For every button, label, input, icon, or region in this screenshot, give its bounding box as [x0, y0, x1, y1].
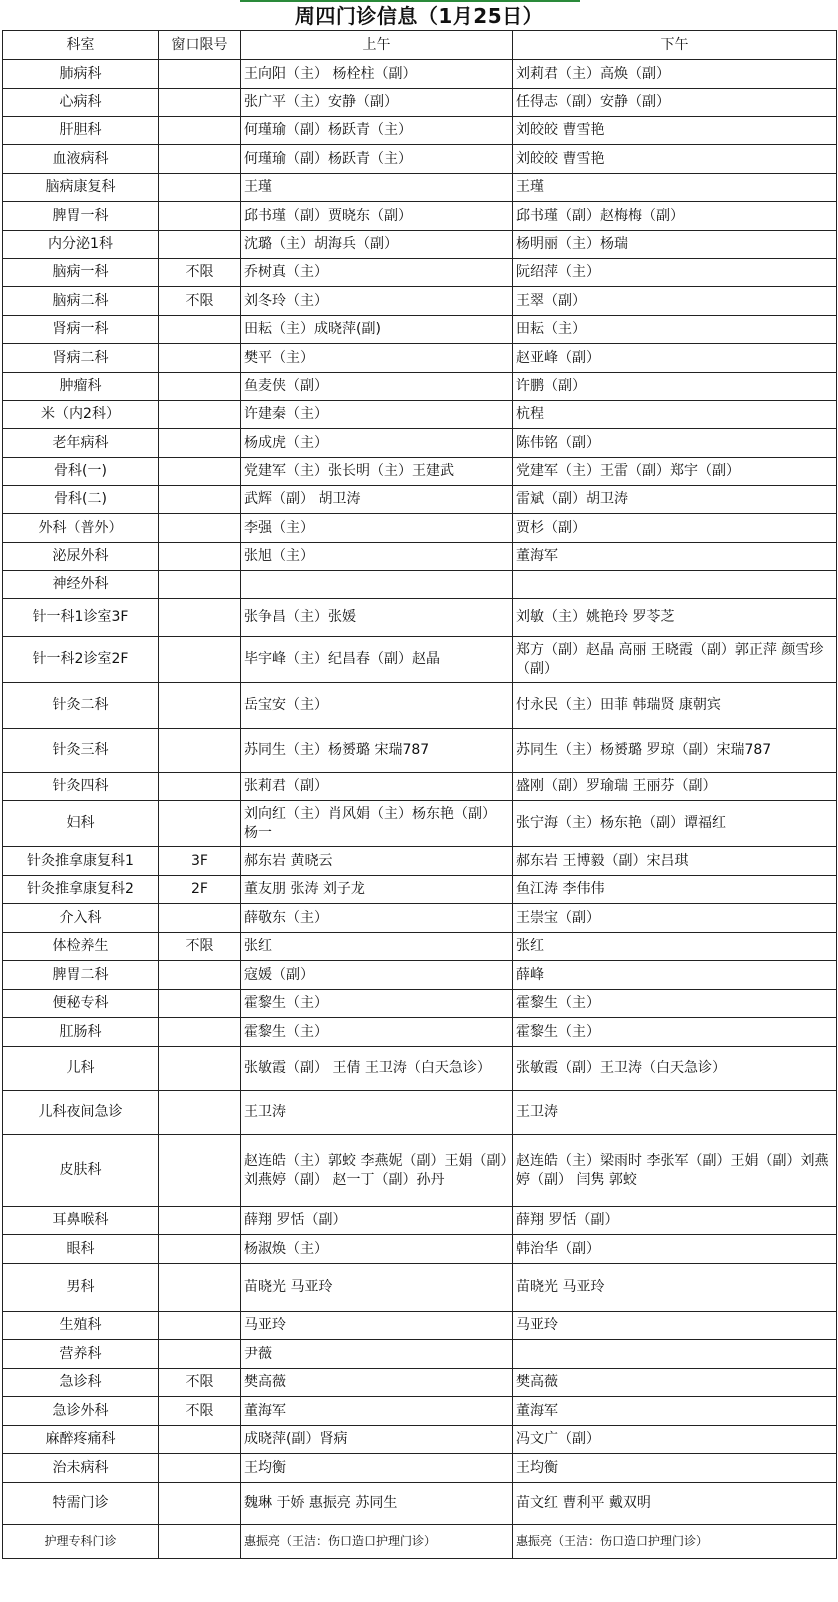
- dept-cell: 脑病二科: [3, 287, 159, 316]
- morning-cell: 马亚玲: [241, 1312, 513, 1340]
- afternoon-cell: 董海军: [513, 543, 837, 571]
- window-limit-cell: [159, 145, 241, 174]
- morning-cell: 张争昌（主）张媛: [241, 599, 513, 637]
- window-limit-cell: [159, 773, 241, 801]
- dept-cell: 血液病科: [3, 145, 159, 174]
- afternoon-cell: 王均衡: [513, 1454, 837, 1483]
- morning-cell: 王瑾: [241, 174, 513, 202]
- table-row: [3, 174, 837, 202]
- morning-cell: 鱼麦侠（副）: [241, 373, 513, 401]
- header-afternoon: 下午: [513, 31, 837, 60]
- morning-cell: 杨淑焕（主）: [241, 1235, 513, 1264]
- afternoon-cell: 冯文广（副）: [513, 1426, 837, 1454]
- afternoon-cell: 张红: [513, 933, 837, 961]
- window-limit-cell: [159, 1454, 241, 1483]
- table-row: [3, 961, 837, 990]
- window-limit-cell: [159, 683, 241, 729]
- dept-cell: 针灸二科: [3, 683, 159, 729]
- window-limit-cell: [159, 1047, 241, 1091]
- window-limit-cell: [159, 514, 241, 543]
- table-row: [3, 904, 837, 933]
- table-row: [3, 231, 837, 259]
- morning-cell: 樊平（主）: [241, 344, 513, 373]
- dept-cell: 护理专科门诊: [3, 1525, 159, 1559]
- page-title: 周四门诊信息（1月25日）: [294, 4, 544, 28]
- morning-cell: 乔树真（主）: [241, 259, 513, 287]
- window-limit-cell: [159, 89, 241, 117]
- table-row: [3, 990, 837, 1018]
- morning-cell: 魏琳 于娇 惠振亮 苏同生: [241, 1483, 513, 1525]
- dept-cell: 针一科2诊室2F: [3, 637, 159, 683]
- afternoon-cell: [513, 1340, 837, 1369]
- afternoon-cell: 郑方（副）赵晶 高丽 王晓霞（副）郭正萍 颜雪珍（副）: [513, 637, 837, 683]
- window-limit-cell: [159, 174, 241, 202]
- dept-cell: 针一科1诊室3F: [3, 599, 159, 637]
- morning-cell: 成晓萍(副）肾病: [241, 1426, 513, 1454]
- window-limit-cell: 2F: [159, 876, 241, 904]
- dept-cell: 急诊科: [3, 1369, 159, 1397]
- afternoon-cell: 薛峰: [513, 961, 837, 990]
- dept-cell: 肺病科: [3, 60, 159, 89]
- table-row: [3, 486, 837, 514]
- table-row: [3, 514, 837, 543]
- afternoon-cell: 赵亚峰（副）: [513, 344, 837, 373]
- afternoon-cell: 赵连皓（主）梁雨时 李张军（副）王娟（副）刘燕婷（副） 闫隽 郭蛟: [513, 1135, 837, 1207]
- afternoon-cell: 杨明丽（主）杨瑞: [513, 231, 837, 259]
- afternoon-cell: [513, 571, 837, 599]
- morning-cell: 惠振亮（王洁：伤口造口护理门诊）: [241, 1525, 513, 1559]
- afternoon-cell: 刘皎皎 曹雪艳: [513, 145, 837, 174]
- afternoon-cell: 苏同生（主）杨赟璐 罗琼（副）宋瑞787: [513, 729, 837, 773]
- table-row: [3, 373, 837, 401]
- afternoon-cell: 许鹏（副）: [513, 373, 837, 401]
- afternoon-cell: 马亚玲: [513, 1312, 837, 1340]
- dept-cell: 骨科(二): [3, 486, 159, 514]
- morning-cell: 尹薇: [241, 1340, 513, 1369]
- table-row: [3, 933, 837, 961]
- table-row: [3, 202, 837, 231]
- dept-cell: 泌尿外科: [3, 543, 159, 571]
- dept-cell: 针灸推拿康复科2: [3, 876, 159, 904]
- afternoon-cell: 郝东岩 王博毅（副）宋吕琪: [513, 847, 837, 876]
- window-limit-cell: [159, 401, 241, 429]
- dept-cell: 儿科: [3, 1047, 159, 1091]
- window-limit-cell: [159, 1312, 241, 1340]
- afternoon-cell: 刘皎皎 曹雪艳: [513, 117, 837, 145]
- morning-cell: 李强（主）: [241, 514, 513, 543]
- dept-cell: 治未病科: [3, 1454, 159, 1483]
- table-row: [3, 1525, 837, 1559]
- morning-cell: 何瑾瑜（副）杨跃青（主）: [241, 117, 513, 145]
- window-limit-cell: 不限: [159, 259, 241, 287]
- morning-cell: 武辉（副） 胡卫涛: [241, 486, 513, 514]
- table-row: [3, 683, 837, 729]
- morning-cell: [241, 571, 513, 599]
- dept-cell: 针灸推拿康复科1: [3, 847, 159, 876]
- table-row: [3, 117, 837, 145]
- table-row: [3, 1135, 837, 1207]
- dept-cell: 麻醉疼痛科: [3, 1426, 159, 1454]
- window-limit-cell: [159, 599, 241, 637]
- afternoon-cell: 王瑾: [513, 174, 837, 202]
- afternoon-cell: 董海军: [513, 1397, 837, 1426]
- window-limit-cell: [159, 60, 241, 89]
- morning-cell: 薛敬东（主）: [241, 904, 513, 933]
- header-dept: 科室: [3, 31, 159, 60]
- afternoon-cell: 付永民（主）田菲 韩瑞贤 康朝宾: [513, 683, 837, 729]
- title-area: [0, 0, 838, 30]
- afternoon-cell: 苗文红 曹利平 戴双明: [513, 1483, 837, 1525]
- table-row: [3, 316, 837, 344]
- table-row: [3, 1091, 837, 1135]
- window-limit-cell: [159, 961, 241, 990]
- dept-cell: 肾病二科: [3, 344, 159, 373]
- table-row: [3, 60, 837, 89]
- table-row: [3, 1340, 837, 1369]
- afternoon-cell: 盛刚（副）罗瑜瑞 王丽芬（副）: [513, 773, 837, 801]
- window-limit-cell: [159, 1426, 241, 1454]
- morning-cell: 寇媛（副）: [241, 961, 513, 990]
- window-limit-cell: [159, 202, 241, 231]
- morning-cell: 党建军（主）张长明（主）王建武: [241, 458, 513, 486]
- afternoon-cell: 杭程: [513, 401, 837, 429]
- table-row: [3, 401, 837, 429]
- window-limit-cell: 不限: [159, 1397, 241, 1426]
- dept-cell: 脑病一科: [3, 259, 159, 287]
- afternoon-cell: 樊高薇: [513, 1369, 837, 1397]
- window-limit-cell: [159, 458, 241, 486]
- morning-cell: 刘冬玲（主）: [241, 287, 513, 316]
- morning-cell: 苏同生（主）杨赟璐 宋瑞787: [241, 729, 513, 773]
- morning-cell: 张广平（主）安静（副）: [241, 89, 513, 117]
- window-limit-cell: 不限: [159, 933, 241, 961]
- afternoon-cell: 王崇宝（副）: [513, 904, 837, 933]
- dept-cell: 肛肠科: [3, 1018, 159, 1047]
- morning-cell: 郝东岩 黄晓云: [241, 847, 513, 876]
- window-limit-cell: 不限: [159, 287, 241, 316]
- table-row: [3, 1454, 837, 1483]
- table-row: [3, 1426, 837, 1454]
- dept-cell: 体检养生: [3, 933, 159, 961]
- table-row: [3, 1369, 837, 1397]
- afternoon-cell: 雷斌（副）胡卫涛: [513, 486, 837, 514]
- window-limit-cell: [159, 1135, 241, 1207]
- afternoon-cell: 王翠（副）: [513, 287, 837, 316]
- afternoon-cell: 党建军（主）王雷（副）郑宇（副）: [513, 458, 837, 486]
- dept-cell: 男科: [3, 1264, 159, 1312]
- afternoon-cell: 薛翔 罗恬（副）: [513, 1207, 837, 1235]
- table-row: [3, 458, 837, 486]
- header-window-limit: 窗口限号: [159, 31, 241, 60]
- table-row: [3, 876, 837, 904]
- window-limit-cell: [159, 1235, 241, 1264]
- dept-cell: 皮肤科: [3, 1135, 159, 1207]
- table-row: [3, 429, 837, 458]
- morning-cell: 樊高薇: [241, 1369, 513, 1397]
- afternoon-cell: 王卫涛: [513, 1091, 837, 1135]
- window-limit-cell: [159, 1525, 241, 1559]
- table-row: [3, 1018, 837, 1047]
- window-limit-cell: [159, 1340, 241, 1369]
- window-limit-cell: [159, 429, 241, 458]
- afternoon-cell: 贾杉（副）: [513, 514, 837, 543]
- window-limit-cell: [159, 729, 241, 773]
- table-row: [3, 89, 837, 117]
- window-limit-cell: [159, 801, 241, 847]
- dept-cell: 老年病科: [3, 429, 159, 458]
- dept-cell: 急诊外科: [3, 1397, 159, 1426]
- morning-cell: 邱书瑾（副）贾晓东（副）: [241, 202, 513, 231]
- window-limit-cell: [159, 1091, 241, 1135]
- afternoon-cell: 惠振亮（王洁：伤口造口护理门诊）: [513, 1525, 837, 1559]
- header-row: [3, 31, 837, 60]
- morning-cell: 杨成虎（主）: [241, 429, 513, 458]
- dept-cell: 米（内2科）: [3, 401, 159, 429]
- dept-cell: 脾胃一科: [3, 202, 159, 231]
- window-limit-cell: [159, 571, 241, 599]
- window-limit-cell: [159, 990, 241, 1018]
- afternoon-cell: 陈伟铭（副）: [513, 429, 837, 458]
- dept-cell: 眼科: [3, 1235, 159, 1264]
- dept-cell: 肝胆科: [3, 117, 159, 145]
- table-row: [3, 1235, 837, 1264]
- dept-cell: 便秘专科: [3, 990, 159, 1018]
- window-limit-cell: [159, 637, 241, 683]
- window-limit-cell: [159, 543, 241, 571]
- table-row: [3, 773, 837, 801]
- dept-cell: 儿科夜间急诊: [3, 1091, 159, 1135]
- table-row: [3, 287, 837, 316]
- afternoon-cell: 霍黎生（主）: [513, 990, 837, 1018]
- morning-cell: 沈璐（主）胡海兵（副）: [241, 231, 513, 259]
- dept-cell: 针灸四科: [3, 773, 159, 801]
- schedule-table-body: [3, 31, 837, 1559]
- table-row: [3, 1264, 837, 1312]
- window-limit-cell: [159, 904, 241, 933]
- afternoon-cell: 田耘（主）: [513, 316, 837, 344]
- afternoon-cell: 刘莉君（主）高焕（副）: [513, 60, 837, 89]
- window-limit-cell: [159, 117, 241, 145]
- morning-cell: 霍黎生（主）: [241, 1018, 513, 1047]
- morning-cell: 董海军: [241, 1397, 513, 1426]
- table-row: [3, 637, 837, 683]
- window-limit-cell: [159, 344, 241, 373]
- schedule-table: [2, 30, 837, 1559]
- table-row: [3, 1312, 837, 1340]
- table-row: [3, 259, 837, 287]
- morning-cell: 何瑾瑜（副）杨跃青（主）: [241, 145, 513, 174]
- dept-cell: 营养科: [3, 1340, 159, 1369]
- dept-cell: 生殖科: [3, 1312, 159, 1340]
- window-limit-cell: [159, 1483, 241, 1525]
- table-row: [3, 599, 837, 637]
- dept-cell: 内分泌1科: [3, 231, 159, 259]
- dept-cell: 针灸三科: [3, 729, 159, 773]
- table-row: [3, 1397, 837, 1426]
- table-row: [3, 571, 837, 599]
- afternoon-cell: 刘敏（主）姚艳玲 罗苓芝: [513, 599, 837, 637]
- morning-cell: 王均衡: [241, 1454, 513, 1483]
- window-limit-cell: [159, 1207, 241, 1235]
- morning-cell: 刘向红（主）肖风娟（主）杨东艳（副）杨一: [241, 801, 513, 847]
- dept-cell: 肿瘤科: [3, 373, 159, 401]
- window-limit-cell: [159, 373, 241, 401]
- morning-cell: 王向阳（主） 杨栓柱（副）: [241, 60, 513, 89]
- dept-cell: 肾病一科: [3, 316, 159, 344]
- afternoon-cell: 张宁海（主）杨东艳（副）谭福红: [513, 801, 837, 847]
- dept-cell: 耳鼻喉科: [3, 1207, 159, 1235]
- window-limit-cell: [159, 1018, 241, 1047]
- morning-cell: 苗晓光 马亚玲: [241, 1264, 513, 1312]
- morning-cell: 田耘（主）成晓萍(副): [241, 316, 513, 344]
- morning-cell: 张莉君（副）: [241, 773, 513, 801]
- dept-cell: 妇科: [3, 801, 159, 847]
- window-limit-cell: [159, 1264, 241, 1312]
- dept-cell: 脾胃二科: [3, 961, 159, 990]
- table-row: [3, 344, 837, 373]
- window-limit-cell: 不限: [159, 1369, 241, 1397]
- morning-cell: 张敏霞（副） 王倩 王卫涛（白天急诊）: [241, 1047, 513, 1091]
- afternoon-cell: 鱼江涛 李伟伟: [513, 876, 837, 904]
- dept-cell: 介入科: [3, 904, 159, 933]
- table-row: [3, 801, 837, 847]
- morning-cell: 许建秦（主）: [241, 401, 513, 429]
- header-morning: 上午: [241, 31, 513, 60]
- dept-cell: 骨科(一): [3, 458, 159, 486]
- morning-cell: 赵连皓（主）郭蛟 李燕妮（副）王娟（副）刘燕婷（副） 赵一丁（副）孙丹: [241, 1135, 513, 1207]
- table-row: [3, 1047, 837, 1091]
- afternoon-cell: 苗晓光 马亚玲: [513, 1264, 837, 1312]
- table-row: [3, 543, 837, 571]
- window-limit-cell: [159, 231, 241, 259]
- morning-cell: 霍黎生（主）: [241, 990, 513, 1018]
- window-limit-cell: [159, 486, 241, 514]
- afternoon-cell: 任得志（副）安静（副）: [513, 89, 837, 117]
- table-row: [3, 145, 837, 174]
- dept-cell: 特需门诊: [3, 1483, 159, 1525]
- afternoon-cell: 阮绍萍（主）: [513, 259, 837, 287]
- morning-cell: 毕宇峰（主）纪昌春（副）赵晶: [241, 637, 513, 683]
- afternoon-cell: 霍黎生（主）: [513, 1018, 837, 1047]
- dept-cell: 神经外科: [3, 571, 159, 599]
- dept-cell: 外科（普外）: [3, 514, 159, 543]
- table-row: [3, 729, 837, 773]
- morning-cell: 薛翔 罗恬（副）: [241, 1207, 513, 1235]
- window-limit-cell: 3F: [159, 847, 241, 876]
- dept-cell: 心病科: [3, 89, 159, 117]
- afternoon-cell: 邱书瑾（副）赵梅梅（副）: [513, 202, 837, 231]
- morning-cell: 董友朋 张涛 刘子龙: [241, 876, 513, 904]
- morning-cell: 张旭（主）: [241, 543, 513, 571]
- dept-cell: 脑病康复科: [3, 174, 159, 202]
- morning-cell: 张红: [241, 933, 513, 961]
- window-limit-cell: [159, 316, 241, 344]
- table-row: [3, 1207, 837, 1235]
- table-row: [3, 1483, 837, 1525]
- table-row: [3, 847, 837, 876]
- afternoon-cell: 张敏霞（副）王卫涛（白天急诊）: [513, 1047, 837, 1091]
- morning-cell: 王卫涛: [241, 1091, 513, 1135]
- afternoon-cell: 韩治华（副）: [513, 1235, 837, 1264]
- morning-cell: 岳宝安（主）: [241, 683, 513, 729]
